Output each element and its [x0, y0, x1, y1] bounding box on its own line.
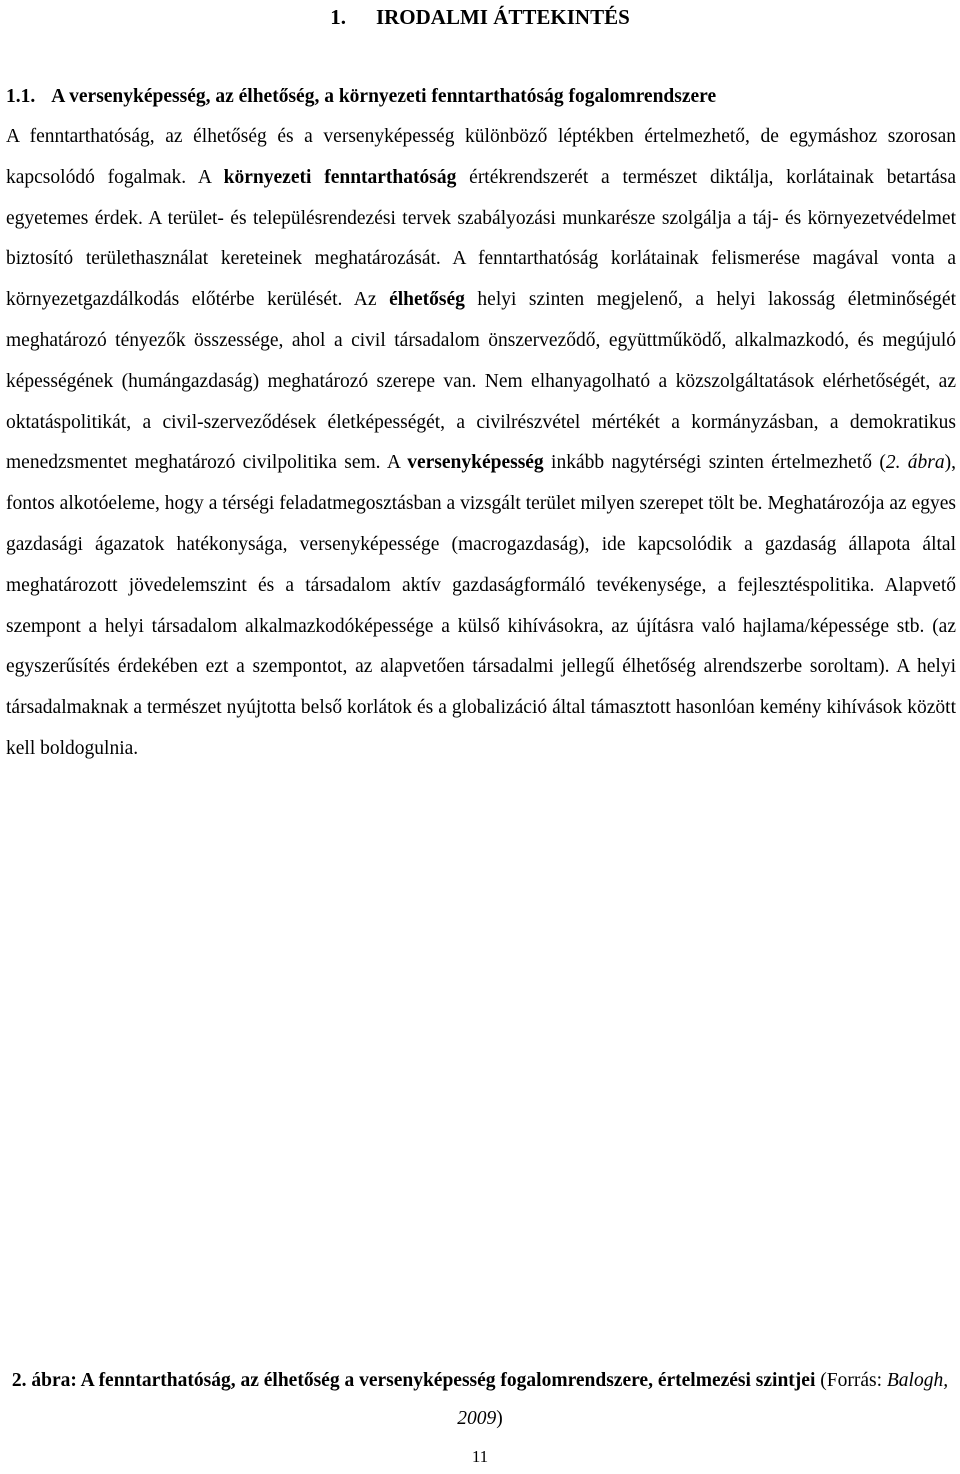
body-text-run: A fenntarthatóság, az élhetőség és a versenyképesség különböző léptékben értelmezhető, de egymáshoz szorosan kapcsolódó fogalmak. A — [6, 126, 956, 188]
figure-reference: 2. ábra — [885, 452, 945, 474]
chapter-title: IRODALMI ÁTTEKINTÉS — [375, 5, 630, 29]
figure-caption-source-prefix: (Forrás: — [815, 1370, 887, 1391]
section-heading — [6, 84, 956, 110]
body-text-run: inkább nagytérségi szinten értelmezhető ( — [543, 452, 886, 474]
term-livability: élhetőség — [389, 289, 465, 311]
page-number: 11 — [471, 1447, 489, 1466]
figure-caption-source-author: Balogh, 2009 — [457, 1370, 949, 1429]
body-paragraph — [6, 117, 956, 770]
figure-caption — [0, 1362, 960, 1438]
body-text-run: értékrendszerét a természet diktálja, korlátainak betartása egyetemes érdek. A terület- és településrendezési tervek szabályozási munkarésze szolgálja a táj- és környezetvédelmet biztosító területhasználat kereteinek meghatározását. A fenntarthatóság korlátainak felismerése magával vonta a környezetgazdálkodás előtérbe kerülését. Az — [6, 166, 956, 311]
figure-caption-title: 2. ábra: A fenntarthatóság, az élhetőség a versenyképesség fogalomrendszere, értelmezési szintjei — [11, 1370, 816, 1391]
body-text-run: helyi szinten megjelenő, a helyi lakosság életminőségét meghatározó tényezők összessége, ahol a civil társadalom önszerveződő, együttműködő, alkalmazkodó, és megújuló képességének (humángazdaság) meghatározó szerepe van. Nem elhanyagolható a közszolgáltatások elérhetőségét, az oktatáspolitikát, a civil-szerveződések életképességét, a civilrészvétel mértékét a kormányzásban, a demokratikus menedzsmentet meghatározó civilpolitika sem. A — [6, 289, 956, 474]
term-competitiveness: versenyképesség — [407, 452, 544, 474]
term-environmental-sustainability: környezeti fenntarthatóság — [223, 166, 457, 188]
chapter-heading — [0, 4, 960, 30]
chapter-number: 1. — [330, 5, 346, 29]
section-title: A versenyképesség, az élhetőség, a környezeti fenntarthatóság fogalomrendszere — [51, 86, 717, 107]
figure-caption-source-suffix: ) — [496, 1408, 503, 1429]
section-number: 1.1. — [6, 86, 36, 107]
body-text-run: ), fontos alkotóeleme, hogy a térségi feladatmegosztásban a vizsgált terület milyen szerepet tölt be. Meghatározója az egyes gazdasági ágazatok hatékonysága, versenyképessége (macrogazdaság), ide kapcsolódik a gazdaság állapota által meghatározott jövedelemszint és a társadalom aktív gazdaságformáló tevékenysége, a fejlesztéspolitika. Alapvető szempont a helyi társadalom alkalmazkodóképessége a külső kihívásokra, az újításra való hajlama/képessége stb. (az egyszerűsítés érdekében ezt a szempontot, az alapvetően társadalmi jellegű élhetőség alrendszerbe soroltam). A helyi társadalmaknak a természet nyújtotta belső korlátok és a globalizáció által támasztott hasonlóan kemény kihívások között kell boldogulnia. — [6, 452, 957, 759]
